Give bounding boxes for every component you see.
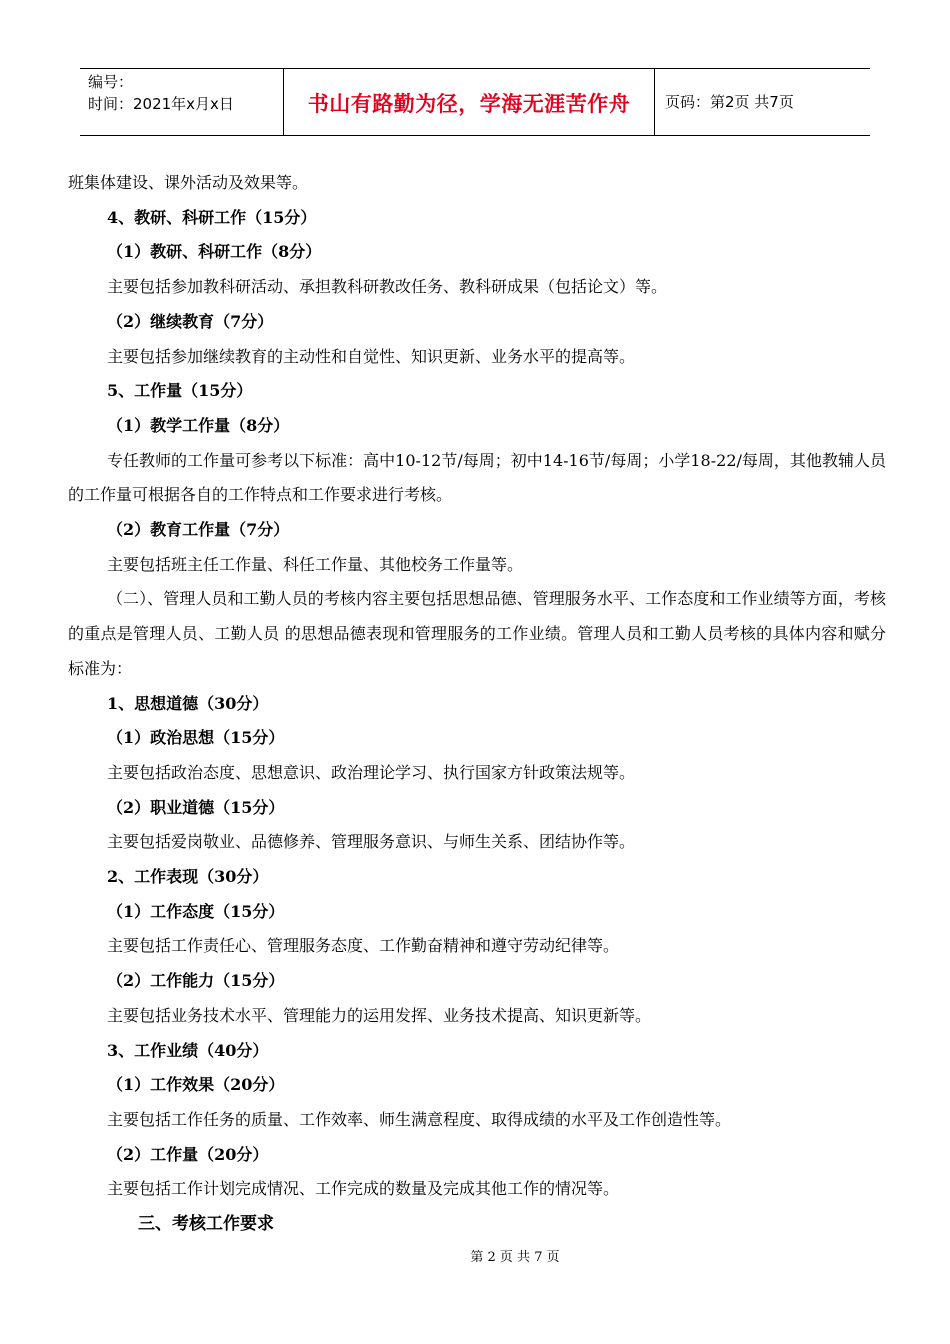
page-header [80,68,870,136]
subsection-heading: （1）工作态度（15分） [107,901,285,921]
subsection-heading: （1）政治思想（15分） [107,728,285,748]
paragraph: （二）、管理人员和工勤人员的考核内容主要包括思想品德、管理服务水平、工作态度和工作业绩等方面，考核的重点是管理人员、工勤人员 的思想品德表现和管理服务的工作业绩。管理人员和工勤人员考核的具体内容和赋分标准为： [68,589,886,678]
subsection-heading: （1）教研、科研工作（8分） [107,242,322,262]
subsection-heading: （2）继续教育（7分） [107,311,274,331]
header-motto-cell [283,69,655,135]
paragraph: 主要包括工作计划完成情况、工作完成的数量及完成其他工作的情况等。 [107,1179,620,1199]
subsection-heading: （2）工作能力（15分） [107,971,285,991]
subsection-heading: （1）工作效果（20分） [107,1075,285,1095]
paragraph: 主要包括业务技术水平、管理能力的运用发挥、业务技术提高、知识更新等。 [107,1005,652,1025]
subsection-heading: （2）工作量（20分） [107,1144,269,1164]
paragraph: 专任教师的工作量可参考以下标准：高中10-12节/每周；初中14-16节/每周；小学18-22/每周，其他教辅人员的工作量可根据各自的工作特点和工作要求进行考核。 [68,450,886,505]
subsection-heading: （1）教学工作量（8分） [107,415,290,435]
subsection-heading: （2）职业道德（15分） [107,797,285,817]
section-heading: 3、工作业绩（40分） [107,1040,269,1060]
chapter-heading: 三、考核工作要求 [138,1214,274,1235]
serial-label: 编号： [88,73,134,91]
paragraph: 主要包括工作责任心、管理服务态度、工作勤奋精神和遵守劳动纪律等。 [107,936,620,956]
header-page-cell [655,69,870,135]
footer-page-number: 第 2 页 共 7 页 [470,1250,560,1265]
subsection-heading: （2）教育工作量（7分） [107,520,290,540]
section-heading: 2、工作表现（30分） [107,867,269,887]
paragraph: 主要包括工作任务的质量、工作效率、师生满意程度、取得成绩的水平及工作创造性等。 [107,1109,732,1129]
section-heading: 1、思想道德（30分） [107,693,269,713]
paragraph-continuation: 班集体建设、课外活动及效果等。 [68,173,309,192]
paragraph: 主要包括参加继续教育的主动性和自觉性、知识更新、业务水平的提高等。 [107,346,636,366]
header-page-code: 页码：第2页 共7页 [665,93,794,111]
paragraph: 主要包括参加教科研活动、承担教科研教改任务、教科研成果（包括论文）等。 [107,277,668,297]
paragraph: 主要包括班主任工作量、科任工作量、其他校务工作量等。 [107,554,524,574]
section-heading: 5、工作量（15分） [107,381,253,401]
time-label: 时间：2021年x月x日 [88,95,234,113]
document-body [68,166,886,1242]
header-meta-cell [80,69,283,135]
section-heading: 4、教研、科研工作（15分） [107,207,317,227]
page-footer [0,1246,950,1265]
paragraph: 主要包括爱岗敬业、品德修养、管理服务意识、与师生关系、团结协作等。 [107,832,636,852]
paragraph: 主要包括政治态度、思想意识、政治理论学习、执行国家方针政策法规等。 [107,762,636,782]
header-motto: 书山有路勤为径，学海无涯苦作舟 [307,92,631,116]
